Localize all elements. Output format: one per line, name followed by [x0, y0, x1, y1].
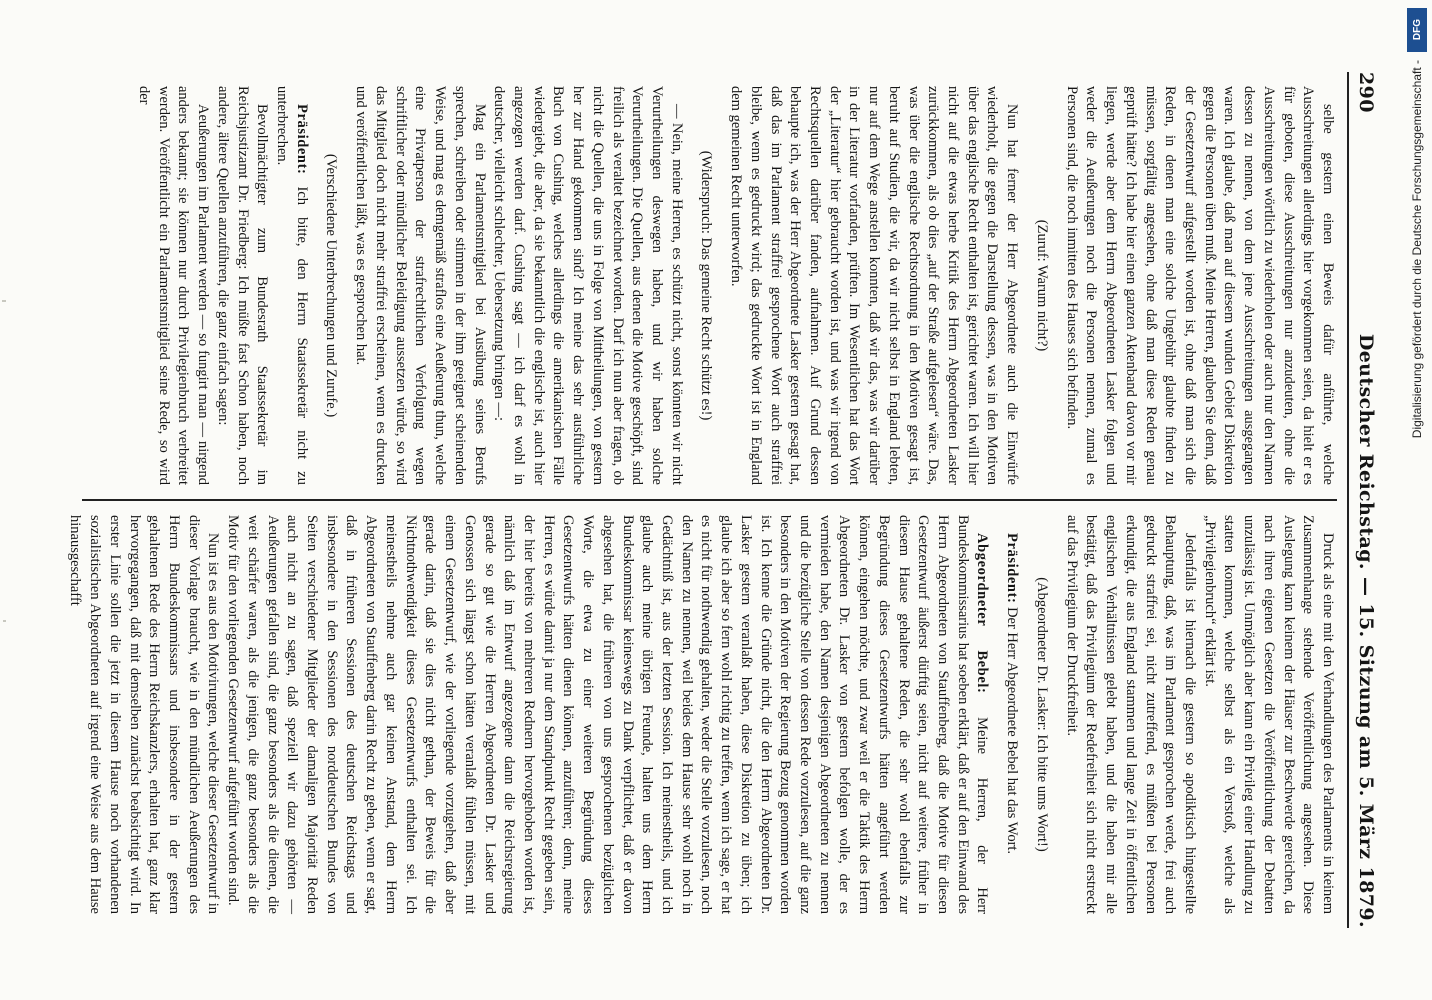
interjection: (Zuruf: Warum nicht?)	[1033, 219, 1050, 352]
dfg-logo: DFG	[1407, 8, 1427, 52]
paragraph: Bevollmächtigter zum Bundesrath Staatssekretär im Reichsjustizamt Dr. Friedberg: Ich müßte fast Schon haben, noch andere, ältere Quellen anzuführen, die ganz einfach sagen:	[214, 86, 271, 485]
page-number: 290	[1355, 72, 1377, 113]
paragraph: Jedenfalls ist hiernach die gestern so apodiktisch hingestellte Behauptung, daß, was im Parlament gesprochen werde, frei auch gedruckt straffrei sei, nicht zutreffend, es müßten bei Personen erkundigt, die aus England stammen und lange Zeit in öffentlichen englischen Verhältnissen gelebt haben, und die haben mir alle bestätigt, daß das Privilegium der Redefreiheit sich nicht erstreckt auf das Privilegium der Druckfreiheit.	[1063, 515, 1198, 914]
speaker-name: Präsident:	[293, 104, 310, 175]
interjection: (Widerspruch: Das gemeine Recht schützt es!)	[698, 150, 715, 421]
speech-text: Meine Herren, der Herr Bundeskommissarius hat soeben erklärt, daß er auf den Einwand des Herrn Abgeordneten von Stauffenberg, daß die Motive für diesen Gesetzentwurf äußerst dürftig seien, nicht auf weitere, früher in diesem Hause gehaltene Reden, die sehr wohl ebenfalls zur Begründung dieses Gesetzentwurfs hätten angeführt werden können, eingehen möchte, und zwar weil er die Taktik des Herrn Abgeordneten Dr. Lasker von gestern befolgen wolle, der es vermieden habe, den Namen desjenigen Abgeordneten zu nennen und die bezügliche Stelle von dessen Rede vorzulesen, auf die ganz besonders in den Motiven der Regierung Bezug genommen worden ist. Ich kenne die Gründe nicht, die den Herrn Abgeordneten Dr. Lasker gestern veranlaßt haben, diese Diskretion zu üben; ich glaube ich aber so fern wohl richtig zu treffen, wenn ich sage, er hat es nicht für nothwendig gehalten, weder die Stelle vorzulesen, noch den Namen zu nennen, weil beides dem Hause sehr wohl noch in Gedächtniß ist, aus der letzten Session. Ich meinestheils, und ich glaube auch meine übrigen Freunde, halten uns dem Herrn Bundeskommissar keineswegs zu Dank verpflichtet, daß er davon abgesehen hat, die früheren von uns gesprochenen bezüglichen Worte, die etwa zu einer weiteren Begründung dieses Gesetzentwurfs hätten dienen können, anzuführen; denn, meine Herren, es würde damit ja nur dem Standpunkt Recht gegeben sein, der hier bereits von mehreren Rednern hervorgehoben worden ist, nämlich daß im Entwurf angezogene dann die Reichsregierung gerade so gut wie die Herren Abgeordneten Dr. Lasker und Genossen sich längst schon hätten veranlaßt fühlen müssen, mit einem Gesetzentwurf, wie der vorliegende vorzugehen, daß aber gerade darin, daß sie dies nicht gethan, der Beweis für die Nichtnothwendigkeit dieses Gesetzentwurfs enthalten sei. Ich meinestheils nehme auch gar keinen Anstand, dem Herrn Abgeordneten von Stauffenberg darin Recht zu geben, wenn er sagt, daß in früheren Sessionen des deutschen Reichstags und insbesondere in den Sessionen des norddeutschen Bundes von Seiten verschiedener Mitglieder der damaligen Majorität Reden auch nicht an zu sagen, daß speziell wir dazu gehörten — Aeußerungen gefallen sind, die ganz besonders als die dienen, die weit schärfer waren, als die jenigen, die ganz besonders als die Motiv für den vorliegenden Gesetzentwurf aufgeführt worden sind.	[225, 515, 991, 914]
speaker-name: Abgeordneter Bebel:	[974, 533, 991, 694]
speaker-name: Präsident:	[1004, 533, 1021, 604]
paragraph: Aeußerungen im Parlament werden — so fungirt man — nirgend anders bekannt; sie können nur durch Privilegienbruch verbreitet werden. Veröffentlicht ein Parlamentsmitglied seine Rede, so wird der	[136, 86, 212, 485]
speaker-paragraph	[1002, 515, 1022, 914]
paragraph: Mag ein Parlamentsmitglied bei Ausübung seines Berufs sprechen, schreiben oder stimmen in der ihm geeignet scheinenden Weise, und mag es demgemäß straflos eine Aeußerung thun, welche eine Privatperson der strafrechtlichen Verfolgung wegen schriftlicher oder mündlicher Beleidigung aussetzen würde, so wird das Mitglied doch nicht mehr straffrei erscheinen, wenn es drucken und veröffentlichen läßt, was es gesprochen hat.	[353, 86, 488, 485]
speech-text: Ich bitte, den Herrn Staatssekretär nicht zu unterbrechen.	[274, 86, 310, 485]
rotated-document-page	[41, 30, 1391, 970]
speaker-paragraph	[271, 86, 310, 485]
paragraph: selbe gestern einen Beweis dafür anführte, welche Ausschreitungen allerdings hier vorgekommen seien, da hielt er es für geboten, diese Ausschreitungen nur anzudeuten, ohne die Ausschreitungen wörtlich zu wiederholen oder auch nur den Namen dessen zu nennen, von dem jene Ausschreitungen ausgegangen waren. Ich glaube, daß man auf diesem wunden Gebiet Diskretion gegen die Personen üben muß. Meine Herren, glauben Sie denn, daß der Gesetzentwurf aufgestellt worden ist, ohne daß man sich die Reden, in denen man eine solche Ungebühr glaubte finden zu müssen, sorgfältig angesehen, ohne daß man diese Reden genau geprüft hätte? Ich habe hier einen ganzen Aktenband davon vor mir liegen, werde aber dem Herrn Abgeordneten Lasker folgen und weder die Aeußerungen noch die Personen nennen, zumal es Personen sind, die noch inmitten des Hauses sich befinden.	[1063, 86, 1336, 485]
funding-credit: Digitalisierung gefördert durch die Deutsche Forschungsgemeinschaft -	[1410, 60, 1424, 439]
paragraph: Druck als eine mit den Verhandlungen des Parlaments in keinem Zusammenhange stehende Veröffentlichung angesehen. Diese Auslegung kann keinem der Häuser zur Beschwerde gereichen, da nach ihren eigenen Gesetzen die Veröffentlichung der Debatten unzulässig ist. Unmöglich aber kann ein Privileg einer Handlung zu statten kommen, welche selbst als ein Verstoß, welche als „Privilegienbruch“ erklärt ist.	[1201, 515, 1336, 914]
scan-speckle	[2, 300, 6, 302]
paragraph: Nun ist es aus den Motivirungen, welche dieser Gesetzentwurf in dieser Vorlage braucht, wie in den mündlichen Aeußerungen des Herrn Bundeskommissars und insbesondere in der gestern gehaltenen Rede des Herrn Reichskanzlers, erhalten hat, ganz klar hervorgegangen, daß mit demselben zunächst beabsichtigt wird. In erster Linie sollen die jetzt in diesem Hause noch vorhandenen sozialistischen Abgeordneten auf irgend eine Weise aus dem Hause hinausgeschafft	[67, 515, 222, 914]
interjection: (Verschiedene Unterbrechungen und Zurufe.)	[323, 153, 340, 418]
speaker-paragraph	[222, 515, 991, 914]
interjection: (Abgeordneter Dr. Lasker: Ich bitte ums Wort!)	[1033, 577, 1050, 852]
scan-speckle	[3, 620, 6, 622]
paragraph: — Nein, meine Herren, es schützt nicht, sonst könnten wir nicht Verurtheilungen deswegen haben, und wir haben solche Verurtheilungen. Die Quellen, aus denen die Motive geschöpft, sind freilich als veraltet bezeichnet worden. Darf ich nun aber fragen, ob nicht die Quellen, die uns in Folge von Mittheilungen, von gestern her zur Hand gekommen sind? Ich meine das sehr ausführliche Buch von Cushing, welches allerdings die amerikanischen Fälle wiedergiebt, die aber, da sie bekanntlich die englische ist, auch hier angezogen werden darf. Cushing sagt — ich darf es wohl in deutscher, vielleicht schlechter, Uebersetzung bringen —:	[491, 86, 685, 485]
column-right	[67, 499, 1337, 928]
paragraph: Nun hat ferner der Herr Abgeordnete auch die Einwürfe wiederholt, die gegen die Darstellung dessen, was in den Motiven über das englische Recht enthalten ist, gerichtet waren. Ich will hier nicht auf die etwas herbe Kritik des Herrn Abgeordneten Lasker zurückkommen, als ob dies „auf der Straße aufgelesen“ wäre. Das, was über die englische Rechtsordnung in den Motiven gesagt ist, beruht auf Studien, die wir, da wir nicht selbst in England lebten, nur auf dem Wege anstellen konnten, daß wir das, was wir darüber in der Literatur vorfanden, prüften. Im Wesentlichen hat das Wort der „Literatur“ hier gebraucht worden ist, und was wir irgend von Rechtsquellen darüber fanden, aufnahmen. Auf Grund dessen behaupte ich, was der Herr Abgeordnete Lasker gestern gesagt hat, daß das im Parlament straffrei gesprochene Wort auch straffrei bleibe, wenn es gedruckt wird; das gedruckte Wort ist in England dem gemeinen Recht unterworfen.	[728, 86, 1021, 485]
page-header	[1347, 72, 1377, 928]
text-columns	[67, 72, 1337, 928]
page-title: Deutscher Reichstag. — 15. Sitzung am 5. März 1879.	[1355, 333, 1377, 928]
column-left	[82, 72, 1337, 499]
speech-text: Der Herr Abgeordnete Bebel hat das Wort.	[1004, 603, 1021, 855]
